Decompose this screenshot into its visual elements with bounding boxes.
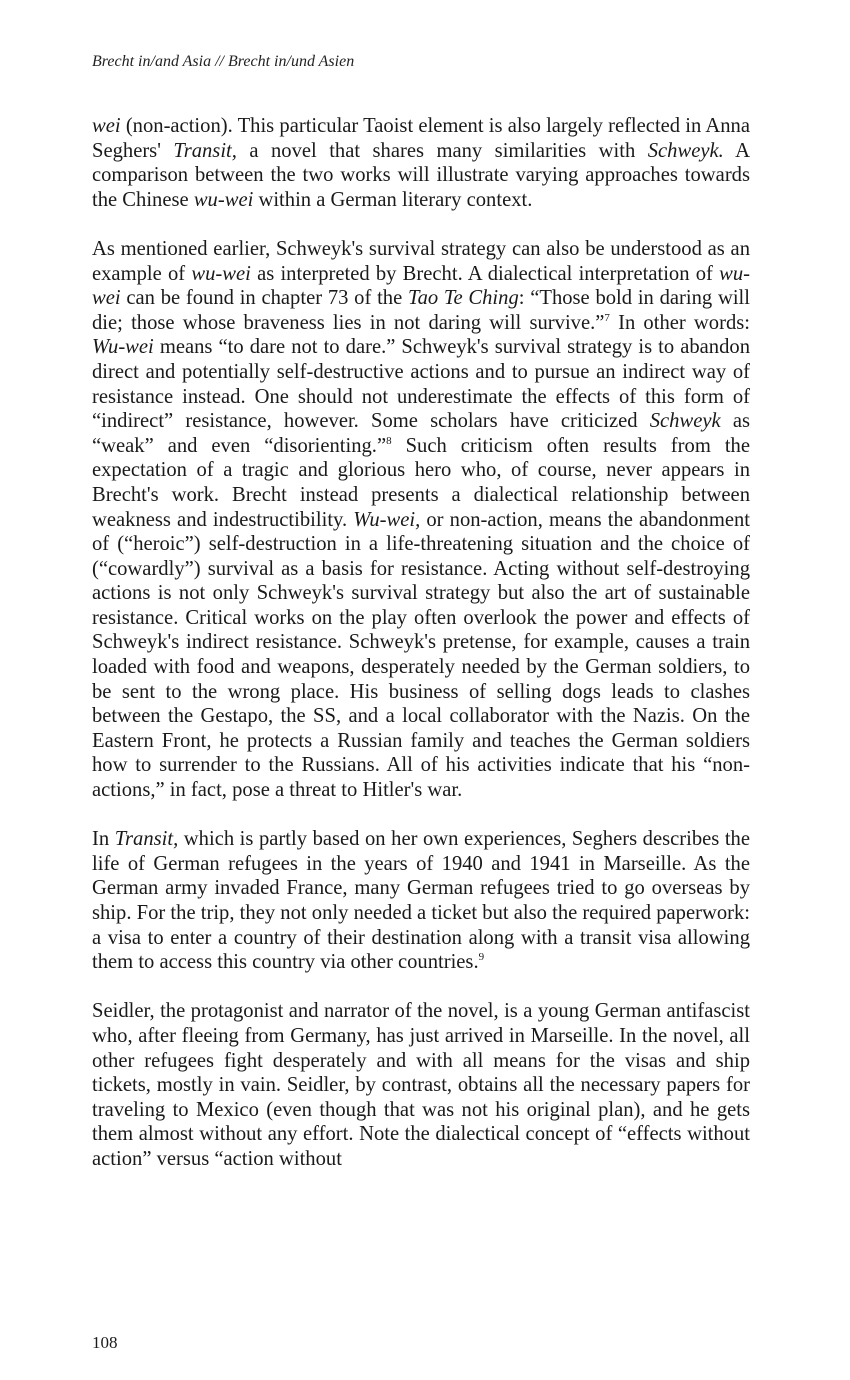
paragraph: [92, 999, 750, 1171]
text-run: In: [92, 828, 115, 851]
text-run: A comparison between the two works will illustrate varying approaches towards the Chinese: [92, 139, 750, 211]
italic-text: wu-wei: [193, 188, 254, 211]
text-run: can be found in chapter 73 of the: [120, 287, 409, 310]
text-run: Seidler, the protagonist and narrator of the novel, is a young German antifascist who, after fleeing from Germany, has just arrived in Marseille. In the novel, all other refugees fight desperately and with all means for the visas and ship tickets, mostly in vain. Seidler, by contrast, obtains all the necessary papers for traveling to Mexico (even though that was not his original plan), and he gets them almost without any effort. Note the dialectical concept of “effects without action” versus “action without: [92, 1000, 750, 1170]
italic-text: Wu-wei,: [353, 508, 421, 531]
italic-text: Tao Te Ching: [408, 287, 519, 310]
text-run: (non-action). This particular Taoist element is also largely reflected in Anna Seghers': [92, 115, 750, 162]
italic-text: Transit,: [173, 139, 237, 162]
text-run: which is partly based on her own experiences, Seghers describes the life of German refugees in the years of 1940 and 1941 in Marseille. As the German army invaded France, many German refugees tried to go overseas by ship. For the trip, they not only needed a ticket but also the required paperwork: a visa to enter a country of their destination along with a transit visa allowing them to access this country via other countries.: [92, 828, 750, 974]
footnote-marker: 8: [386, 434, 392, 447]
text-run: a novel that shares many similarities with: [236, 139, 648, 162]
footnote-marker: 7: [604, 311, 610, 324]
text-run: As mentioned earlier, Schweyk's survival strategy can also be understood as an example of: [92, 237, 750, 285]
footnote-marker: 9: [478, 951, 485, 964]
italic-text: Transit,: [114, 828, 179, 851]
italic-text: Schweyk: [649, 410, 721, 433]
text-run: Such criticism often results from the expectation of a tragic and glorious hero who, of course, never appears in Brecht's work. Brecht instead presents a dialectical relationship between weakness and indestructibility.: [92, 434, 750, 531]
text-run: within a German literary context.: [253, 188, 533, 211]
paragraph: [92, 114, 750, 212]
text-run: In other words:: [609, 311, 750, 334]
body-text: [92, 114, 750, 1172]
running-head: Brecht in/and Asia // Brecht in/und Asien: [92, 53, 355, 70]
page-number: 108: [92, 1333, 118, 1352]
text-run: means “to dare not to dare.” Schweyk's survival strategy is to abandon direct and potentially self-destructive actions and to pursue an indirect way of resistance instead. One should not underestimate the effects of this form of “indirect” resistance, however. Some scholars have criticized: [92, 336, 750, 433]
italic-text: wu-wei: [92, 262, 750, 310]
text-run: : “Those bold in daring will die; those whose braveness lies in not daring will survive.”: [92, 287, 751, 334]
italic-text: wu-wei: [191, 262, 251, 285]
text-run: as “weak” and even “disorienting.”: [92, 410, 750, 457]
italic-text: Wu-wei: [92, 336, 154, 359]
paragraph: [92, 827, 750, 975]
text-run: as interpreted by Brecht. A dialectical interpretation of: [250, 262, 720, 285]
text-run: or non-action, means the abandonment of (“heroic”) self-destruction in a life-threatening situation and the choice of (“cowardly”) survival as a basis for resistance. Acting without self-destroying actions is not only Schweyk's survival strategy but also the art of sustainable resistance. Critical works on the play often overlook the power and effects of Schweyk's indirect resistance. Schweyk's pretense, for example, causes a train loaded with food and weapons, desperately needed by the German soldiers, to be sent to the wrong place. His business of selling dogs leads to clashes between the Gestapo, the SS, and a local collaborator with the Nazis. On the Eastern Front, he protects a Russian family and teaches the German soldiers how to surrender to the Russians. All of his activities indicate that his “non-actions,” in fact, pose a threat to Hitler's war.: [92, 508, 750, 802]
paragraph: [92, 237, 750, 803]
italic-text: Schweyk.: [647, 139, 724, 162]
italic-text: wei: [92, 115, 121, 137]
